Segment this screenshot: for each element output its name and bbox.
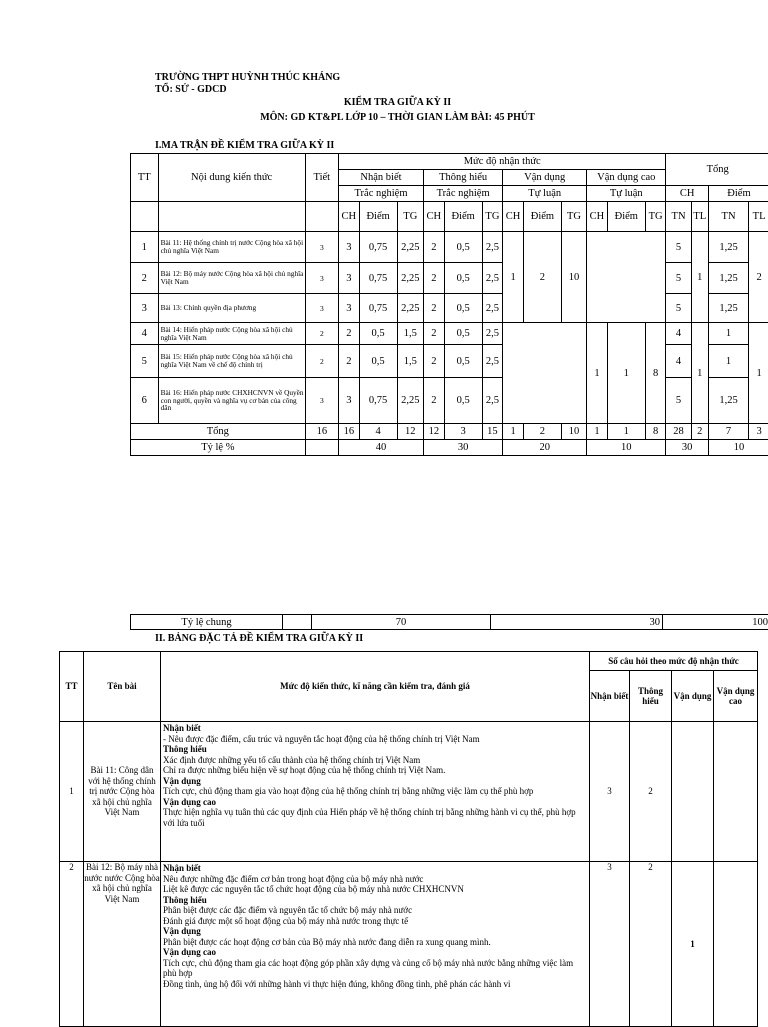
table-row: 3 Bài 13: Chính quyền địa phương 3 3 0,75 2,25 2 0,5 2,5 5 1,25 <box>131 294 768 323</box>
level-van-dung-cao: Vận dụng cao <box>587 170 666 186</box>
vdc-tg: 8 <box>645 323 666 424</box>
sub-tl: TL <box>691 202 708 232</box>
sub-ch: CH <box>587 202 608 232</box>
tong-ch-tl-b: 1 <box>691 323 708 424</box>
sub-tn: TN <box>666 202 691 232</box>
general-ratio-row: Tỷ lệ chung 70 30 100 <box>131 615 768 630</box>
spec-table <box>59 651 758 1027</box>
level-thong-hieu: Thông hiểu <box>424 170 503 186</box>
header-tong-diem: Điểm <box>708 186 768 202</box>
sub-tg: TG <box>397 202 423 232</box>
sub-diem: Điểm <box>607 202 645 232</box>
table-row: 5 Bài 15: Hiến pháp nước Cộng hòa xã hội chủ nghĩa Việt Nam về chế độ chính trị 2 2 0,5 1,5 2 0,5 2,5 4 1 <box>131 345 768 378</box>
level-nhan-biet: Nhận biết <box>338 170 423 186</box>
level-description: Nhận biết - Nêu được đặc điểm, cấu trúc và nguyên tắc hoạt động của hệ thống chính trị Việt Nam Thông hiểu Xác định được những yếu tố cấu thành của hệ thống chính trị Việt Nam Chỉ ra được những biểu hiện về sự hoạt động của hệ thống chính trị Việt Nam. Vận dụng Tích cực, chủ động tham gia vào hoạt động của hệ thống chính trị bằng những việc làm cụ thể phù hợp Vận dụng cao Thực hiện nghĩa vụ tuân thủ các quy định của Hiến pháp về hệ thống chính trị bằng những hành vi cụ thể, phù hợp với lứa tuổi <box>161 722 590 862</box>
table-row: 1 Bài 11: Công dân với hệ thống chính trị nước Cộng hòa xã hội chủ nghĩa Việt Nam Nhận biết - Nêu được đặc điểm, cấu trúc và nguyên tắc hoạt động của hệ thống chính trị Việt Nam Thông hiểu Xác định được những yếu tố cấu thành của hệ thống chính trị Việt Nam Chỉ ra được những biểu hiện về sự hoạt động của hệ thống chính trị Việt Nam. Vận dụng Tích cực, chủ động tham gia vào hoạt động của hệ thống chính trị bằng những việc làm cụ thể phù hợp Vận dụng cao Thực hiện nghĩa vụ tuân thủ các quy định của Hiến pháp về hệ thống chính trị bằng những hành vi cụ thể, phù hợp với lứa tuổi 3 2 <box>60 722 758 862</box>
table-row: 2 Bài 12: Bộ máy nước Cộng hòa xã hội chủ nghĩa Việt Nam 3 3 0,75 2,25 2 0,5 2,5 5 1,25 <box>131 263 768 294</box>
lesson-name: Bài 13: Chính quyền địa phương <box>158 294 305 323</box>
sub-diem: Điểm <box>359 202 397 232</box>
spec-col-th: Thông hiểu <box>630 671 672 722</box>
vd-ch: 1 <box>503 232 524 323</box>
matrix-table <box>130 153 768 456</box>
table-row: 4 Bài 14: Hiến pháp nước Cộng hòa xã hội chủ nghĩa Việt Nam 2 2 0,5 1,5 2 0,5 2,5 1 1 8 4 1 1 1 <box>131 323 768 345</box>
general-ratio-table <box>130 614 768 630</box>
lesson-name: Bài 12: Bộ máy nước Cộng hòa xã hội chủ nghĩa Việt Nam <box>158 263 305 294</box>
spec-header-tt: TT <box>60 652 84 722</box>
spec-header-count: Số câu hỏi theo mức độ nhận thức <box>590 652 758 671</box>
sub-tg: TG <box>645 202 666 232</box>
exam-title: KIỂM TRA GIỮA KỲ II <box>155 97 640 109</box>
spec-col-nb: Nhận biết <box>590 671 630 722</box>
lesson-name: Bài 14: Hiến pháp nước Cộng hòa xã hội chủ nghĩa Việt Nam <box>158 323 305 345</box>
sub-tg: TG <box>482 202 503 232</box>
header-content: Nội dung kiến thức <box>158 154 305 202</box>
exam-subject: MÔN: GD KT&PL LỚP 10 – THỜI GIAN LÀM BÀI: 45 PHÚT <box>155 112 640 124</box>
total-row: Tổng 16 16 4 12 12 3 15 1 2 10 1 1 8 28 2 7 3 <box>131 424 768 440</box>
lesson-name: Bài 11: Công dân với hệ thống chính trị nước Cộng hòa xã hội chủ nghĩa Việt Nam <box>84 722 161 862</box>
vdc-diem: 1 <box>607 323 645 424</box>
table-row: 1 Bài 11: Hệ thống chính trị nước Cộng hòa xã hội chủ nghĩa Việt Nam 3 3 0,75 2,25 2 0,5 2,5 1 2 10 5 1 1,25 2 <box>131 232 768 263</box>
level-van-dung: Vận dụng <box>503 170 587 186</box>
lesson-name: Bài 12: Bộ máy nhà nước nước Cộng hòa xã hội chủ nghĩa Việt Nam <box>84 862 161 1027</box>
tong-d-tl-b: 1 <box>749 323 768 424</box>
sub-diem: Điểm <box>444 202 482 232</box>
tong-ch-tl-a: 1 <box>691 232 708 323</box>
form-th: Trắc nghiệm <box>424 186 503 202</box>
header-tong-ch: CH <box>666 186 709 202</box>
header-tt: TT <box>131 154 159 202</box>
ratio-row: Tỷ lệ % 40 30 20 10 30 10 <box>131 440 768 456</box>
section2-title: II. BẢNG ĐẶC TẢ ĐỀ KIỂM TRA GIỮA KỲ II <box>155 633 363 645</box>
vd-tg: 10 <box>561 232 586 323</box>
header-tiet: Tiết <box>305 154 338 202</box>
header-tong: Tổng <box>666 154 768 186</box>
vd-diem: 2 <box>523 232 561 323</box>
sub-ch: CH <box>503 202 524 232</box>
sub-diem: Điểm <box>523 202 561 232</box>
tong-d-tl-a: 2 <box>749 232 768 323</box>
lesson-name: Bài 15: Hiến pháp nước Cộng hòa xã hội chủ nghĩa Việt Nam về chế độ chính trị <box>158 345 305 378</box>
department: TỔ: SỬ - GDCD <box>155 84 227 96</box>
vdc-ch: 1 <box>587 323 608 424</box>
sub-ch: CH <box>338 202 359 232</box>
section1-title: I.MA TRẬN ĐỀ KIỂM TRA GIỮA KỲ II <box>155 140 334 152</box>
table-row: 2 Bài 12: Bộ máy nhà nước nước Cộng hòa xã hội chủ nghĩa Việt Nam Nhận biết Nêu được những đặc điểm cơ bản trong hoạt động của bộ máy nhà nước Liệt kê được các nguyên tắc tổ chức hoạt động của bộ máy nhà nước CHXHCNVN Thông hiểu Phân biệt được các đặc điểm và nguyên tắc tổ chức bộ máy nhà nước Đánh giá được một số hoạt động của bộ máy nhà nước trong thực tế Vận dụng Phân biệt được các hoạt động cơ bản của Bộ máy nhà nước đang diễn ra xung quang mình. Vận dụng cao Tích cực, chủ động tham gia các hoạt động góp phần xây dựng và củng cố bộ máy nhà nước bằng những việc làm phù hợp Đồng tình, ủng hộ đối với những hành vi thực hiện đúng, không đồng tình, phê phán các hành vi 3 2 1 <box>60 862 758 1027</box>
form-vdc: Tự luận <box>587 186 666 202</box>
sub-tl: TL <box>749 202 768 232</box>
form-vd: Tự luận <box>503 186 587 202</box>
level-description: Nhận biết Nêu được những đặc điểm cơ bản trong hoạt động của bộ máy nhà nước Liệt kê được các nguyên tắc tổ chức hoạt động của bộ máy nhà nước CHXHCNVN Thông hiểu Phân biệt được các đặc điểm và nguyên tắc tổ chức bộ máy nhà nước Đánh giá được một số hoạt động của bộ máy nhà nước trong thực tế Vận dụng Phân biệt được các hoạt động cơ bản của Bộ máy nhà nước đang diễn ra xung quang mình. Vận dụng cao Tích cực, chủ động tham gia các hoạt động góp phần xây dựng và củng cố bộ máy nhà nước bằng những việc làm phù hợp Đồng tình, ủng hộ đối với những hành vi thực hiện đúng, không đồng tình, phê phán các hành vi <box>161 862 590 1027</box>
school-name: TRƯỜNG THPT HUỲNH THÚC KHÁNG <box>155 72 340 84</box>
table-row: 6 Bài 16: Hiến pháp nước CHXHCNVN về Quyền con người, quyền và nghĩa vụ cơ bản của công dân 3 3 0,75 2,25 2 0,5 2,5 5 1,25 <box>131 378 768 424</box>
lesson-name: Bài 11: Hệ thống chính trị nước Cộng hòa xã hội chủ nghĩa Việt Nam <box>158 232 305 263</box>
lesson-name: Bài 16: Hiến pháp nước CHXHCNVN về Quyền con người, quyền và nghĩa vụ cơ bản của công dân <box>158 378 305 424</box>
sub-tg: TG <box>561 202 586 232</box>
sub-ch: CH <box>424 202 445 232</box>
sub-tn: TN <box>708 202 748 232</box>
spec-header-name: Tên bài <box>84 652 161 722</box>
spec-header-level: Mức độ kiến thức, kĩ năng cần kiểm tra, đánh giá <box>161 652 590 722</box>
spec-col-vdc: Vận dụng cao <box>714 671 758 722</box>
spec-col-vd: Vận dụng <box>672 671 714 722</box>
header-muc-do: Mức độ nhận thức <box>338 154 665 170</box>
form-nb: Trắc nghiệm <box>338 186 423 202</box>
